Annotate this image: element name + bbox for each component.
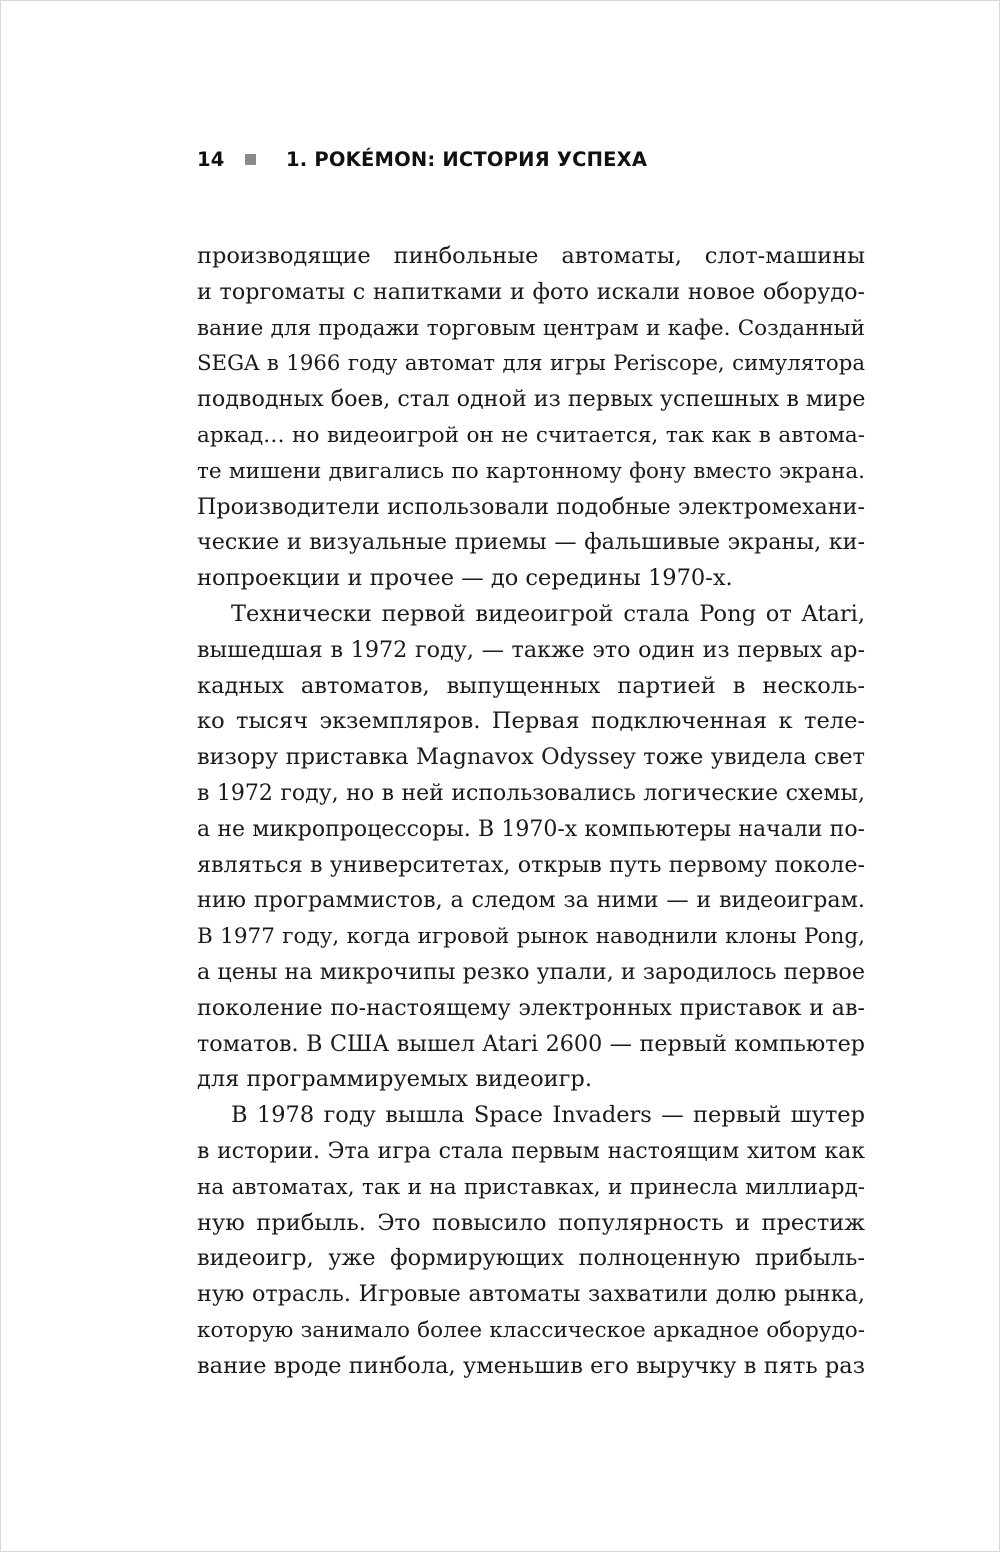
- text-line: нию программистов, а следом за ними — и видеоиграм.: [197, 887, 865, 914]
- text-line: визору приставка Magnavox Odyssey тоже увидела свет: [197, 744, 865, 771]
- text-line: В 1977 году, когда игровой рынок наводнили клоны Pong,: [197, 924, 865, 950]
- text-line: в 1972 году, но в ней использовались логические схемы,: [197, 780, 865, 806]
- paragraph-first-line: Технически первой видеоигрой стала Pong от Atari,: [231, 600, 865, 627]
- text-line: ную прибыль. Это повысило популярность и престиж: [197, 1209, 865, 1236]
- text-line: на автоматах, так и на приставках, и принесла миллиард-: [197, 1174, 865, 1200]
- text-line: кадных автоматов, выпущенных партией в несколь-: [197, 672, 865, 699]
- text-line: ческие и визуальные приемы — фальшивые экраны, ки-: [197, 529, 865, 556]
- text-line: вание вроде пинбола, уменьшив его выручку в пять раз: [197, 1352, 865, 1379]
- text-line: а не микропроцессоры. В 1970-х компьютеры начали по-: [197, 816, 865, 842]
- square-icon: [245, 154, 256, 165]
- text-line: SEGA в 1966 году автомат для игры Periscope, симулятора: [197, 351, 865, 377]
- text-line: производящие пинбольные автоматы, слот-машины: [197, 243, 865, 269]
- text-line: поколение по-настоящему электронных приставок и ав-: [197, 994, 865, 1021]
- text-line: подводных боев, стал одной из первых успешных в мире: [197, 386, 866, 413]
- text-line: ную отрасль. Игровые автоматы захватили долю рынка,: [197, 1281, 865, 1308]
- text-line: которую занимало более классическое аркадное оборудо-: [197, 1317, 865, 1343]
- text-line: ко тысяч экземпляров. Первая подключенная к теле-: [197, 708, 865, 735]
- text-line: нопроекции и прочее — до середины 1970-х.: [197, 565, 733, 592]
- text-line: вание для продажи торговым центрам и кафе. Созданный: [197, 315, 865, 341]
- text-line: вышедшая в 1972 году, — также это один из первых ар-: [197, 636, 865, 663]
- text-line: а цены на микрочипы резко упали, и зародилось первое: [197, 958, 865, 985]
- chapter-title: 1. POKÉMON: ИСТОРИЯ УСПЕХА: [286, 147, 648, 171]
- page-number: 14: [197, 147, 225, 171]
- text-line: аркад… но видеоигрой он не считается, так как в автома-: [197, 422, 865, 448]
- text-line: для программируемых видеоигр.: [197, 1066, 592, 1093]
- text-line: томатов. В США вышел Atari 2600 — первый компьютер: [197, 1030, 865, 1057]
- text-line: в истории. Эта игра стала первым настоящим хитом как: [197, 1138, 865, 1164]
- text-line: и торгоматы с напитками и фото искали новое оборудо-: [197, 278, 865, 305]
- running-header: [197, 143, 647, 175]
- paragraph-first-line: В 1978 году вышла Space Invaders — первый шутер: [231, 1102, 865, 1129]
- text-line: те мишени двигались по картонному фону вместо экрана.: [197, 458, 865, 484]
- text-line: видеоигр, уже формирующих полноценную прибыль-: [197, 1245, 865, 1272]
- body-text: [197, 239, 865, 1385]
- text-line: являться в университетах, открыв путь первому поколе-: [197, 851, 865, 878]
- text-line: Производители использовали подобные электромехани-: [197, 493, 865, 520]
